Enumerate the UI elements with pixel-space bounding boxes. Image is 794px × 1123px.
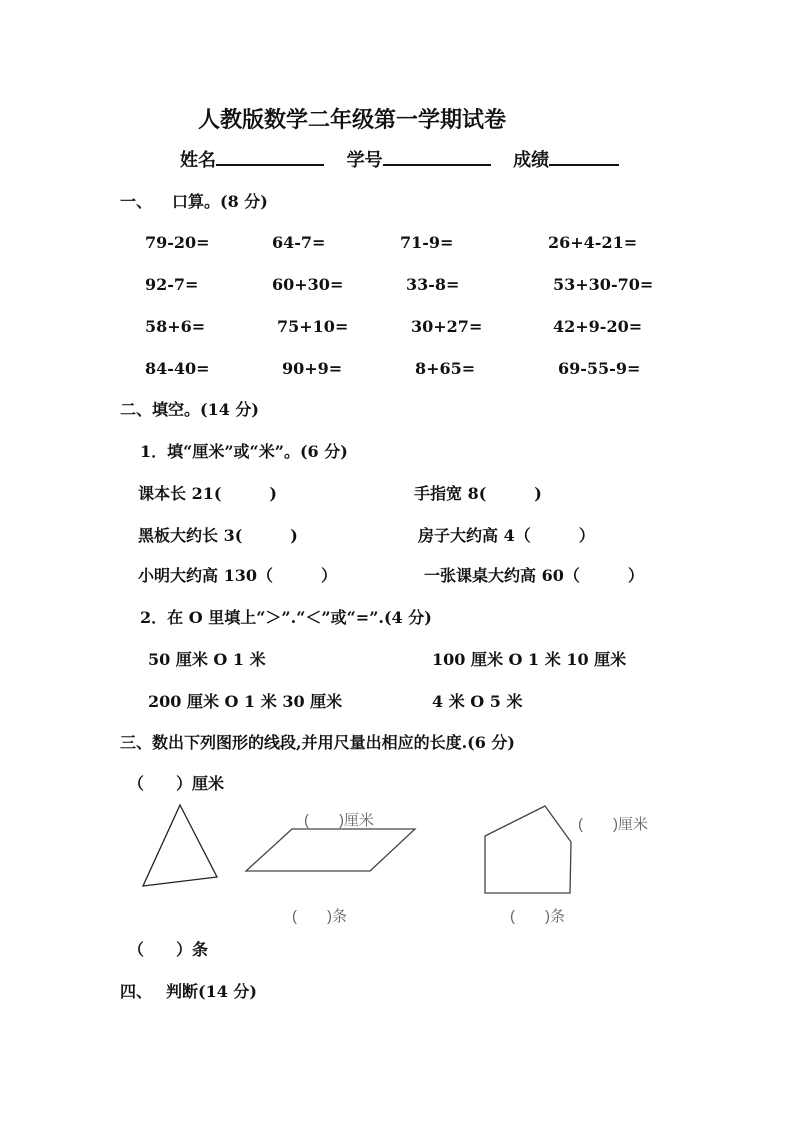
id-label: 学号 xyxy=(346,150,383,171)
score-label: 成绩 xyxy=(513,150,550,171)
section1-number: 一、 xyxy=(120,192,153,211)
arith-problem: 75+10= xyxy=(277,317,349,336)
compare-item[interactable]: 100 厘米 O 1 米 10 厘米 xyxy=(432,650,627,669)
arith-problem: 79-20= xyxy=(145,233,210,252)
parallelogram-count-blank[interactable]: ( )条 xyxy=(292,908,347,925)
fill-blank-item[interactable]: 黑板大约长 3( ) xyxy=(138,526,298,545)
length-answer-blank[interactable]: （ ）厘米 xyxy=(128,774,225,793)
arith-problem: 71-9= xyxy=(400,233,454,252)
fill-blank-item[interactable]: 课本长 21( ) xyxy=(138,484,277,503)
arith-problem: 33-8= xyxy=(406,275,460,294)
fill-blank-item[interactable]: 小明大约高 130（ ） xyxy=(138,566,337,585)
arith-problem: 30+27= xyxy=(411,317,483,336)
arith-problem: 53+30-70= xyxy=(553,275,654,294)
triangle-figure xyxy=(143,805,217,886)
arith-problem: 92-7= xyxy=(145,275,199,294)
pentagon-length-blank[interactable]: ( )厘米 xyxy=(578,816,648,833)
arith-problem: 84-40= xyxy=(145,359,210,378)
compare-item[interactable]: 4 米 O 5 米 xyxy=(432,692,523,711)
arith-problem: 42+9-20= xyxy=(553,317,643,336)
section1-heading: 口算。(8 分) xyxy=(172,192,268,211)
compare-item[interactable]: 200 厘米 O 1 米 30 厘米 xyxy=(148,692,343,711)
pentagon-count-blank[interactable]: ( )条 xyxy=(510,908,565,925)
arith-problem: 69-55-9= xyxy=(558,359,641,378)
fill-blank-item[interactable]: 一张课桌大约高 60（ ） xyxy=(424,566,644,585)
arith-problem: 64-7= xyxy=(272,233,326,252)
page-title: 人教版数学二年级第一学期试卷 xyxy=(198,107,507,133)
fill-blank-item[interactable]: 手指宽 8( ) xyxy=(414,484,542,503)
q2-heading: 2．在 O 里填上“＞”.“＜”或“=”.(4 分) xyxy=(140,608,432,627)
arith-problem: 58+6= xyxy=(145,317,206,336)
arith-problem: 60+30= xyxy=(272,275,344,294)
section4-heading: 判断(14 分) xyxy=(166,982,257,1001)
arith-problem: 26+4-21= xyxy=(548,233,638,252)
parallelogram-length-blank[interactable]: ( )厘米 xyxy=(304,812,374,829)
arith-problem: 8+65= xyxy=(415,359,476,378)
section2-heading: 二、填空。(14 分) xyxy=(120,400,259,419)
arith-problem: 90+9= xyxy=(282,359,343,378)
q1-heading: 1．填“厘米”或“米”。(6 分) xyxy=(140,442,348,461)
fill-blank-item[interactable]: 房子大约高 4（ ） xyxy=(418,526,595,545)
section4-number: 四、 xyxy=(120,982,153,1001)
count-answer-blank[interactable]: （ ）条 xyxy=(128,940,209,959)
section3-heading: 三、数出下列图形的线段,并用尺量出相应的长度.(6 分) xyxy=(120,733,515,752)
compare-item[interactable]: 50 厘米 O 1 米 xyxy=(148,650,266,669)
name-label: 姓名 xyxy=(180,150,216,171)
parallelogram-figure xyxy=(246,829,415,871)
pentagon-figure xyxy=(485,806,571,893)
